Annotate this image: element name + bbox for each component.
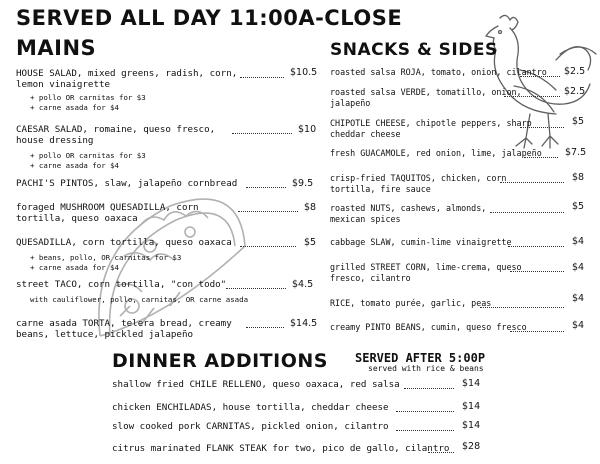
menu-item: roasted salsa VERDE, tomatillo, onion, jalapeño xyxy=(330,87,522,108)
page-title: SERVED ALL DAY 11:00A-CLOSE xyxy=(16,6,403,30)
menu-item: PACHI'S PINTOS, slaw, jalapeño cornbread xyxy=(16,178,238,189)
price: $14.5 xyxy=(290,318,318,329)
price: $8 xyxy=(304,202,317,213)
dinner-heading: DINNER ADDITIONS xyxy=(112,350,328,372)
menu-item: HOUSE SALAD, mixed greens, radish, corn, lemon vinaigrette xyxy=(16,68,238,90)
price: $14 xyxy=(462,401,481,412)
price: $7.5 xyxy=(565,147,587,158)
menu-item: citrus marinated FLANK STEAK for two, pico de gallo, cilantro xyxy=(112,443,450,454)
price: $5 xyxy=(572,116,585,127)
price: $4 xyxy=(572,236,585,247)
price: $14 xyxy=(462,420,481,431)
menu-item: foraged MUSHROOM QUESADILLA, corn tortilla, queso oaxaca xyxy=(16,202,199,224)
menu-item: QUESADILLA, corn tortilla, queso oaxaca xyxy=(16,237,232,248)
mains-heading: MAINS xyxy=(16,36,97,60)
price: $4 xyxy=(572,293,585,304)
dinner-note: served with rice & beans xyxy=(368,364,484,373)
menu-item: slow cooked pork CARNITAS, pickled onion, cilantro xyxy=(112,421,389,432)
menu-item: creamy PINTO BEANS, cumin, queso fresco xyxy=(330,322,527,332)
price: $4 xyxy=(572,320,585,331)
menu-item: shallow fried CHILE RELLENO, queso oaxaca, red salsa xyxy=(112,379,400,390)
menu-item: CHIPOTLE CHEESE, chipotle peppers, sharp cheddar cheese xyxy=(330,118,532,139)
price: $9.5 xyxy=(292,178,314,189)
price: $2.5 xyxy=(564,86,586,97)
price: $5 xyxy=(572,201,585,212)
price: $4 xyxy=(572,262,585,273)
price: $28 xyxy=(462,441,481,452)
menu-item: street TACO, corn tortilla, "con todo" xyxy=(16,279,227,290)
dinner-time: SERVED AFTER 5:00P xyxy=(355,351,486,365)
menu-item: carne asada TORTA, telera bread, creamy beans, lettuce, pickled jalapeño xyxy=(16,318,232,340)
price: $10 xyxy=(298,124,317,135)
menu-item: grilled STREET CORN, lime-crema, queso fresco, cilantro xyxy=(330,262,522,283)
price: $8 xyxy=(572,172,585,183)
menu-item: chicken ENCHILADAS, house tortilla, cheddar cheese xyxy=(112,402,389,413)
price: $2.5 xyxy=(564,66,586,77)
menu-item: CAESAR SALAD, romaine, queso fresco, house dressing xyxy=(16,124,216,146)
menu-item: roasted salsa ROJA, tomato, onion, cilantro xyxy=(330,67,547,77)
menu-item: cabbage SLAW, cumin-lime vinaigrette xyxy=(330,237,512,247)
menu-item: crisp-fried TAQUITOS, chicken, corn tortilla, fire sauce xyxy=(330,173,507,194)
menu-item: roasted NUTS, cashews, almonds, mexican spices xyxy=(330,203,487,224)
price: $10.5 xyxy=(290,67,318,78)
price: $4.5 xyxy=(292,279,314,290)
menu-item: fresh GUACAMOLE, red onion, lime, jalapeño xyxy=(330,148,542,158)
price: $5 xyxy=(304,237,317,248)
price: $14 xyxy=(462,378,481,389)
menu-item: RICE, tomato purée, garlic, peas xyxy=(330,298,492,308)
snacks-heading: SNACKS & SIDES xyxy=(330,40,498,60)
